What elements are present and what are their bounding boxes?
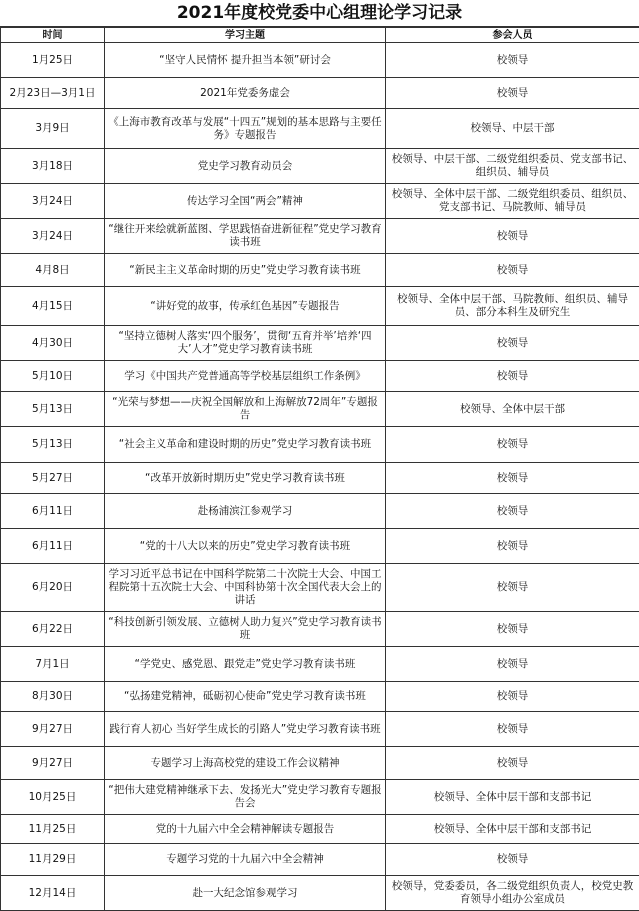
row-topic-cell: “坚持立德树人落实‘四个服务’，贯彻‘五育并举’培养‘四大’人才”党史学习教育读书班 <box>105 326 386 361</box>
row-participants-cell: 校领导、全体中层干部、二级党组织委员、组织员、党支部书记、马院教师、辅导员 <box>386 184 639 219</box>
row-topic-cell: 党的十九届六中全会精神解读专题报告 <box>105 815 386 844</box>
row-date-cell: 6月20日 <box>1 564 105 612</box>
row-participants-cell: 校领导 <box>386 254 639 287</box>
row-participants-cell: 校领导 <box>386 78 639 109</box>
row-topic-cell: “继往开来绘就新蓝图、学思践悟奋进新征程”党史学习教育读书班 <box>105 219 386 254</box>
row-date-cell: 4月8日 <box>1 254 105 287</box>
row-topic-cell: 专题学习党的十九届六中全会精神 <box>105 844 386 876</box>
table-header-row <box>1 28 639 43</box>
table-row <box>1 78 639 109</box>
row-participants-cell: 校领导 <box>386 427 639 463</box>
table-row <box>1 647 639 682</box>
row-date-cell: 5月13日 <box>1 427 105 463</box>
row-participants-cell: 校领导、全体中层干部、马院教师、组织员、辅导员、部分本科生及研究生 <box>386 287 639 326</box>
table-row <box>1 463 639 494</box>
row-date-cell: 12月14日 <box>1 876 105 911</box>
table-row <box>1 529 639 564</box>
table-row <box>1 219 639 254</box>
table-row <box>1 747 639 780</box>
row-date-cell: 3月24日 <box>1 184 105 219</box>
record-table <box>0 27 639 911</box>
row-topic-cell: “改革开放新时期历史”党史学习教育读书班 <box>105 463 386 494</box>
row-date-cell: 3月9日 <box>1 109 105 149</box>
row-topic-cell: “学党史、感党恩、跟党走”党史学习教育读书班 <box>105 647 386 682</box>
row-participants-cell: 校领导、全体中层干部和支部书记 <box>386 780 639 815</box>
page-title: 2021年度校党委中心组理论学习记录 <box>0 0 639 27</box>
row-topic-cell: 践行育人初心 当好学生成长的引路人”党史学习教育读书班 <box>105 712 386 747</box>
table-row <box>1 109 639 149</box>
table-row <box>1 254 639 287</box>
table-row <box>1 427 639 463</box>
table-body <box>1 43 639 911</box>
row-date-cell: 10月25日 <box>1 780 105 815</box>
row-date-cell: 3月24日 <box>1 219 105 254</box>
table-row <box>1 844 639 876</box>
table-row <box>1 815 639 844</box>
row-date-cell: 6月11日 <box>1 494 105 529</box>
row-date-cell: 4月30日 <box>1 326 105 361</box>
row-topic-cell: 传达学习全国“两会”精神 <box>105 184 386 219</box>
row-participants-cell: 校领导 <box>386 844 639 876</box>
row-participants-cell: 校领导、中层干部、二级党组织委员、党支部书记、组织员、辅导员 <box>386 149 639 184</box>
row-date-cell: 3月18日 <box>1 149 105 184</box>
table-row <box>1 612 639 647</box>
row-topic-cell: “科技创新引领发展、立德树人助力复兴”党史学习教育读书班 <box>105 612 386 647</box>
row-participants-cell: 校领导 <box>386 494 639 529</box>
column-header-time: 时间 <box>1 28 105 43</box>
row-topic-cell: 《上海市教育改革与发展“十四五”规划的基本思路与主要任务》专题报告 <box>105 109 386 149</box>
row-topic-cell: 学习《中国共产党普通高等学校基层组织工作条例》 <box>105 361 386 392</box>
row-participants-cell: 校领导 <box>386 361 639 392</box>
table-row <box>1 43 639 78</box>
row-participants-cell: 校领导 <box>386 326 639 361</box>
row-participants-cell: 校领导 <box>386 463 639 494</box>
table-row <box>1 876 639 911</box>
table-row <box>1 780 639 815</box>
row-participants-cell: 校领导、中层干部 <box>386 109 639 149</box>
row-participants-cell: 校领导、全体中层干部 <box>386 392 639 427</box>
row-date-cell: 1月25日 <box>1 43 105 78</box>
row-topic-cell: “党的十八大以来的历史”党史学习教育读书班 <box>105 529 386 564</box>
row-date-cell: 9月27日 <box>1 712 105 747</box>
row-topic-cell: 学习习近平总书记在中国科学院第二十次院士大会、中国工程院第十五次院士大会、中国科协第十次全国代表大会上的讲话 <box>105 564 386 612</box>
row-participants-cell: 校领导 <box>386 612 639 647</box>
row-participants-cell: 校领导 <box>386 712 639 747</box>
row-topic-cell: 赴一大纪念馆参观学习 <box>105 876 386 911</box>
row-topic-cell: “坚守人民情怀 提升担当本领”研讨会 <box>105 43 386 78</box>
row-date-cell: 5月10日 <box>1 361 105 392</box>
row-topic-cell: 赴杨浦滨江参观学习 <box>105 494 386 529</box>
row-date-cell: 8月30日 <box>1 682 105 712</box>
row-topic-cell: “弘扬建党精神，砥砺初心使命”党史学习教育读书班 <box>105 682 386 712</box>
row-date-cell: 6月11日 <box>1 529 105 564</box>
row-topic-cell: “新民主主义革命时期的历史”党史学习教育读书班 <box>105 254 386 287</box>
table-row <box>1 361 639 392</box>
row-date-cell: 2月23日—3月1日 <box>1 78 105 109</box>
row-date-cell: 9月27日 <box>1 747 105 780</box>
row-date-cell: 6月22日 <box>1 612 105 647</box>
row-topic-cell: 2021年党委务虚会 <box>105 78 386 109</box>
row-topic-cell: 专题学习上海高校党的建设工作会议精神 <box>105 747 386 780</box>
row-participants-cell: 校领导 <box>386 529 639 564</box>
row-participants-cell: 校领导 <box>386 682 639 712</box>
column-header-topic: 学习主题 <box>105 28 386 43</box>
row-topic-cell: “讲好党的故事，传承红色基因”专题报告 <box>105 287 386 326</box>
row-participants-cell: 校领导，党委委员，各二级党组织负责人，校党史教育领导小组办公室成员 <box>386 876 639 911</box>
row-topic-cell: “光荣与梦想——庆祝全国解放和上海解放72周年”专题报告 <box>105 392 386 427</box>
row-topic-cell: “把伟大建党精神继承下去、发扬光大”党史学习教育专题报告会 <box>105 780 386 815</box>
table-row <box>1 494 639 529</box>
row-date-cell: 11月25日 <box>1 815 105 844</box>
column-header-participants: 参会人员 <box>386 28 639 43</box>
row-date-cell: 4月15日 <box>1 287 105 326</box>
row-participants-cell: 校领导 <box>386 564 639 612</box>
table-row <box>1 326 639 361</box>
table-row <box>1 287 639 326</box>
table-row <box>1 712 639 747</box>
table-row <box>1 184 639 219</box>
table-row <box>1 149 639 184</box>
row-topic-cell: “社会主义革命和建设时期的历史”党史学习教育读书班 <box>105 427 386 463</box>
row-date-cell: 11月29日 <box>1 844 105 876</box>
row-participants-cell: 校领导 <box>386 747 639 780</box>
row-date-cell: 5月27日 <box>1 463 105 494</box>
table-row <box>1 392 639 427</box>
row-topic-cell: 党史学习教育动员会 <box>105 149 386 184</box>
row-date-cell: 5月13日 <box>1 392 105 427</box>
row-participants-cell: 校领导、全体中层干部和支部书记 <box>386 815 639 844</box>
row-participants-cell: 校领导 <box>386 43 639 78</box>
row-participants-cell: 校领导 <box>386 647 639 682</box>
row-participants-cell: 校领导 <box>386 219 639 254</box>
table-row <box>1 682 639 712</box>
table-row <box>1 564 639 612</box>
row-date-cell: 7月1日 <box>1 647 105 682</box>
